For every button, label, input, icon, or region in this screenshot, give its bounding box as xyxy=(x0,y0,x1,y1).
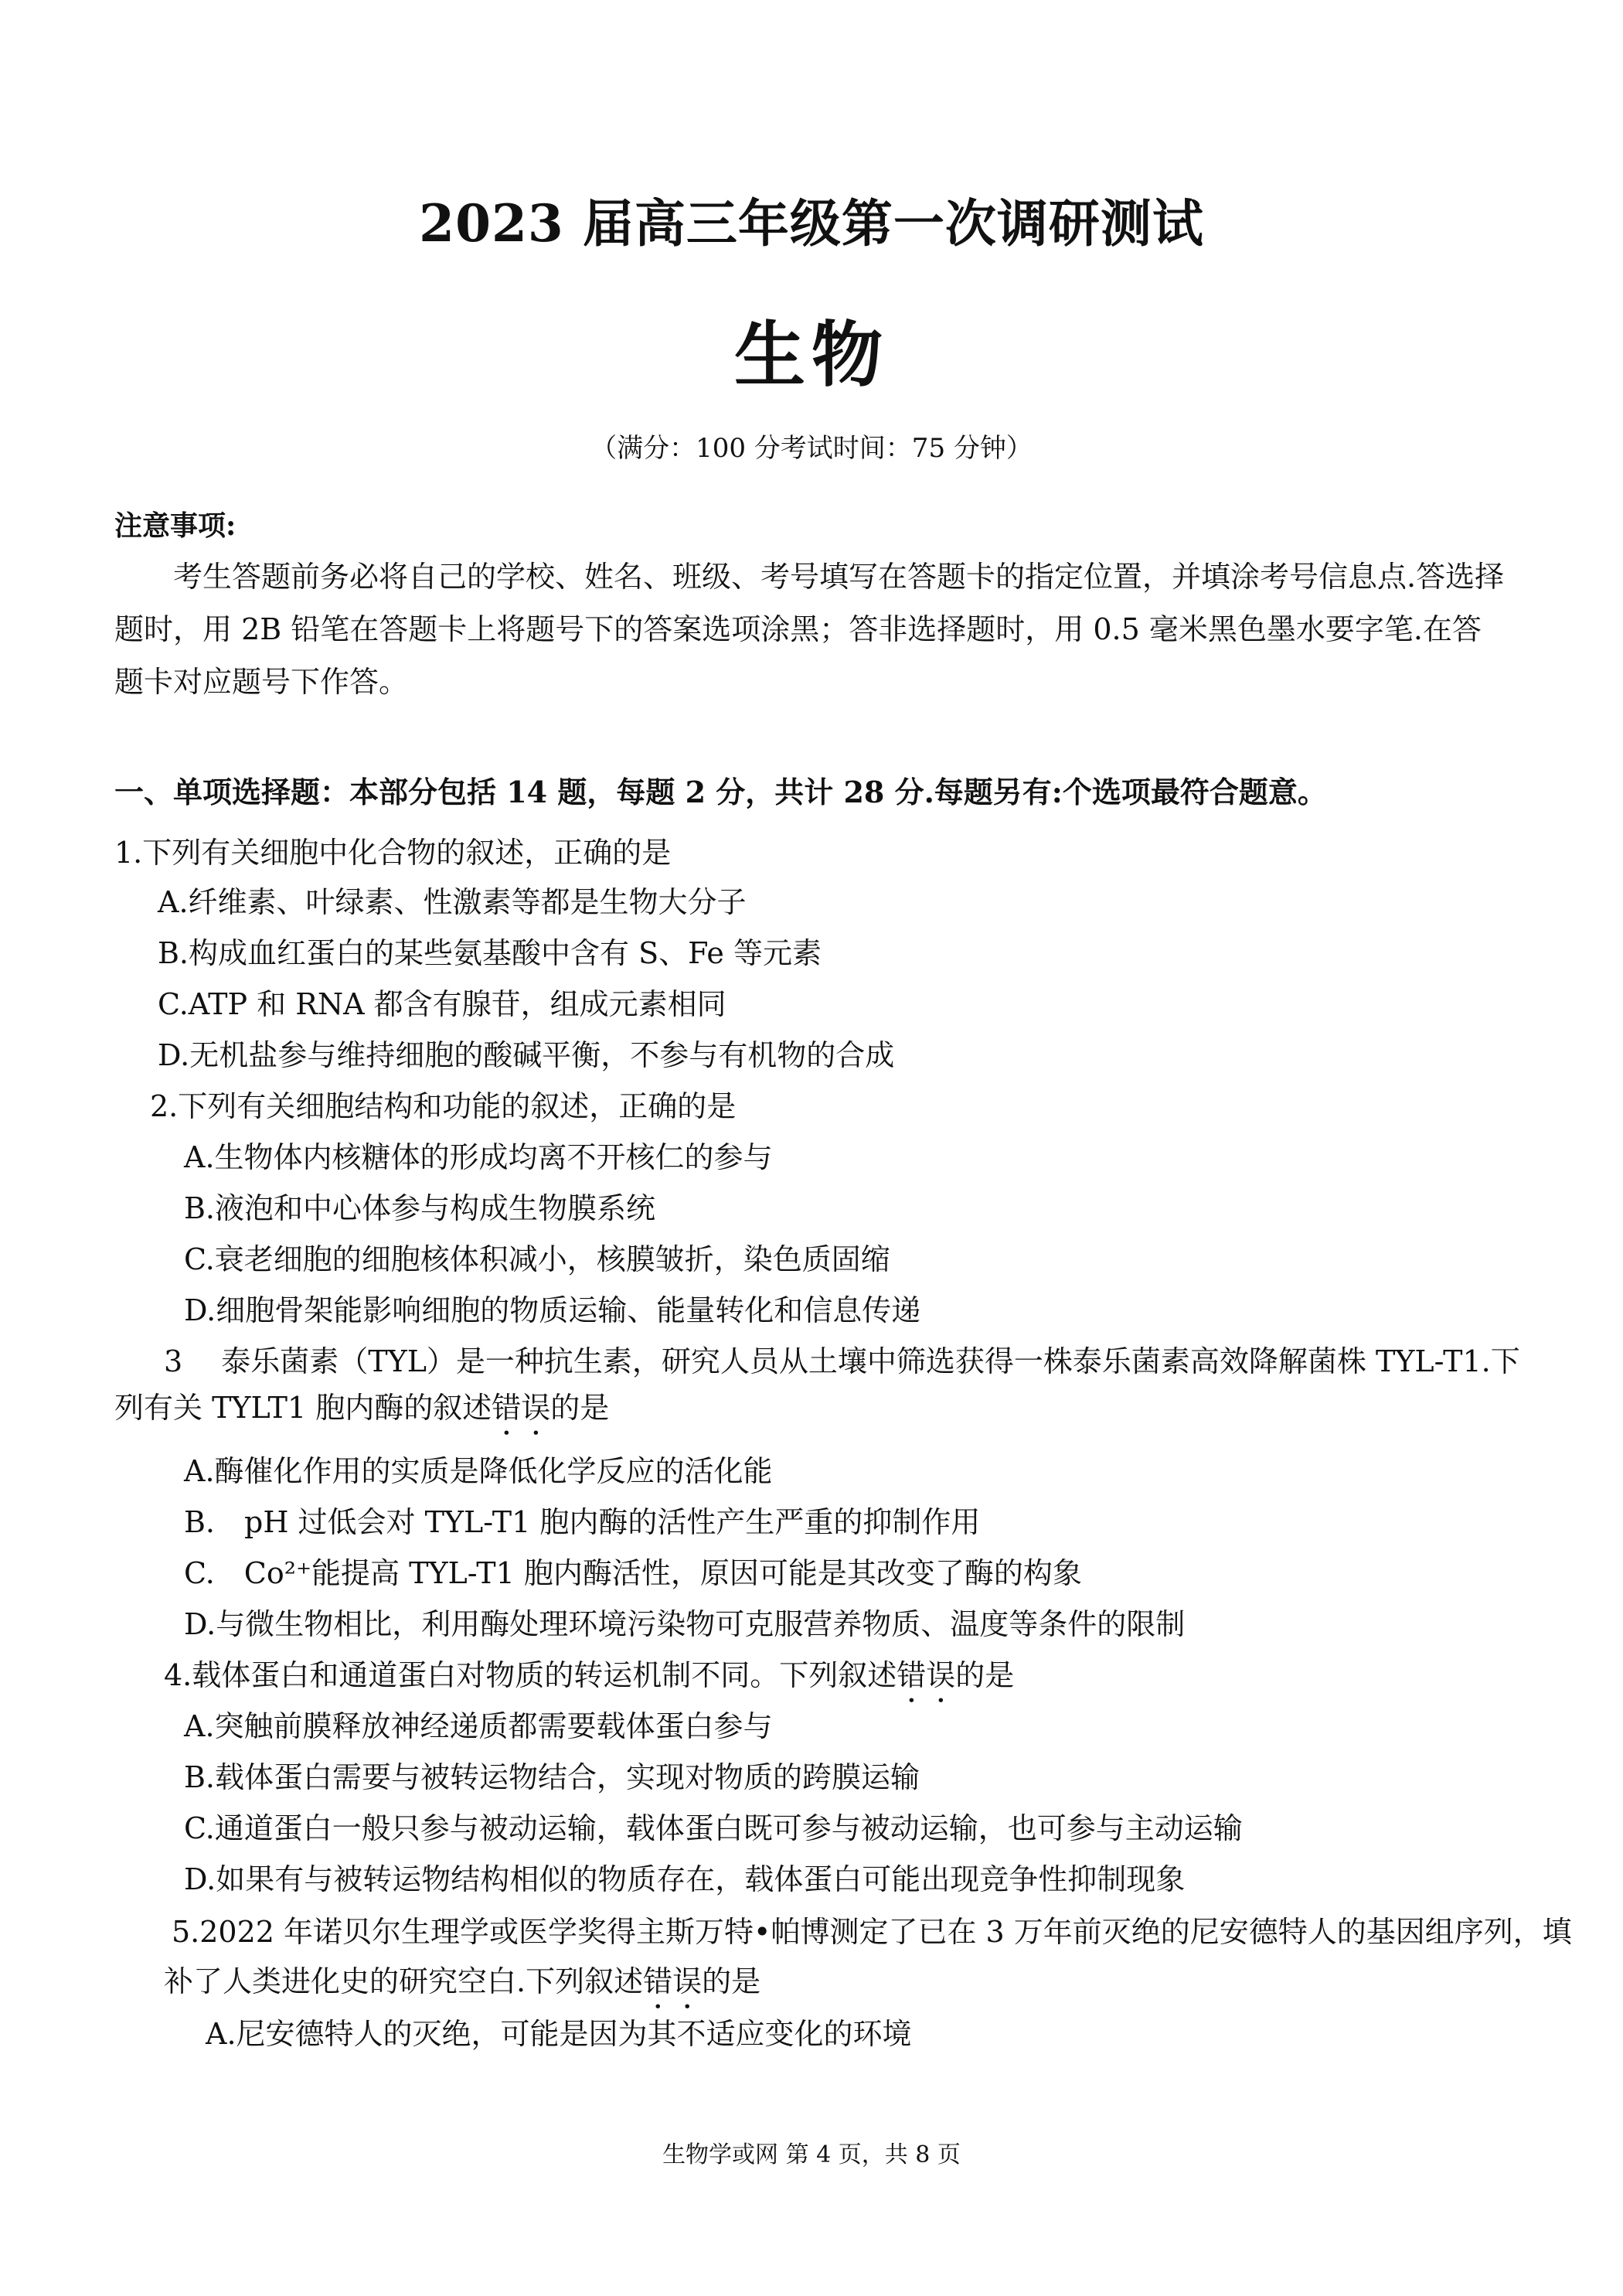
question-5-stem-line1: 5.2022 年诺贝尔生理学或医学奖得主斯万特•帕博测定了已在 3 万年前灭绝的尼安德特人的基因组序列，填 xyxy=(172,1915,1572,1949)
question-3-stem-text: 列有关 TYLT1 胞内酶的叙述 xyxy=(114,1391,492,1425)
question-3-stem-line2 xyxy=(114,1384,609,1442)
question-3-option-c: C. Co²⁺能提高 TYL-T1 胞内酶活性，原因可能是其改变了酶的构象 xyxy=(184,1556,1082,1590)
question-2-option-c: C.衰老细胞的细胞核体积减小，核膜皱折，染色质固缩 xyxy=(184,1242,890,1276)
question-3-stem-suffix: 的是 xyxy=(550,1391,610,1425)
question-4-stem xyxy=(164,1651,1014,1709)
question-5-option-a: A.尼安德特人的灭绝，可能是因为其不适应变化的环境 xyxy=(206,2017,912,2051)
question-3-option-a: A.酶催化作用的实质是降低化学反应的活化能 xyxy=(184,1454,773,1488)
exam-meta: （满分：100 分考试时间：75 分钟） xyxy=(590,433,1033,464)
question-3-stem-line1: 3 泰乐菌素（TYL）是一种抗生素，研究人员从土壤中筛选获得一株泰乐菌素高效降解菌株 TYL-T1.下 xyxy=(164,1344,1520,1378)
question-3-option-d: D.与微生物相比，利用酶处理环境污染物可克服营养物质、温度等条件的限制 xyxy=(184,1607,1186,1641)
question-1-option-d: D.无机盐参与维持细胞的酸碱平衡，不参与有机物的合成 xyxy=(158,1038,895,1072)
question-5-emphasis: 错误 xyxy=(643,1964,703,1998)
exam-title: 2023 届高三年级第一次调研测试 xyxy=(419,193,1204,254)
question-2-option-b: B.液泡和中心体参与构成生物膜系统 xyxy=(184,1191,656,1225)
question-4-option-c: C.通道蛋白一般只参与被动运输，载体蛋白既可参与被动运输，也可参与主动运输 xyxy=(184,1811,1243,1845)
question-4-stem-suffix: 的是 xyxy=(955,1658,1015,1692)
question-4-emphasis: 错误 xyxy=(897,1658,956,1692)
question-5-stem-text: 补了人类进化史的研究空白.下列叙述 xyxy=(164,1964,644,1998)
question-4-option-b: B.载体蛋白需要与被转运物结合，实现对物质的跨膜运输 xyxy=(184,1760,920,1794)
notice-heading: 注意事项: xyxy=(114,509,236,542)
subject-title: 生物 xyxy=(733,313,889,397)
question-4-option-d: D.如果有与被转运物结构相似的物质存在，载体蛋白可能出现竞争性抑制现象 xyxy=(184,1862,1186,1896)
page-footer: 生物学或网 第 4 页，共 8 页 xyxy=(662,2141,961,2168)
notice-body: 考生答题前务必将自己的学校、姓名、班级、考号填写在答题卡的指定位置，并填涂考号信息点.答选择题时，用 2B 铅笔在答题卡上将题号下的答案选项涂黑；答非选择题时，用 0.5 毫米黑色墨水要字笔.在答题卡对应题号下作答。 xyxy=(114,560,1505,699)
question-1-option-c: C.ATP 和 RNA 都含有腺苷，组成元素相同 xyxy=(158,987,726,1021)
question-1-option-b: B.构成血红蛋白的某些氨基酸中含有 S、Fe 等元素 xyxy=(158,936,822,970)
question-2-stem: 2.下列有关细胞结构和功能的叙述，正确的是 xyxy=(150,1089,737,1123)
question-5-stem-suffix: 的是 xyxy=(702,1964,761,1998)
question-2-option-a: A.生物体内核糖体的形成均离不开核仁的参与 xyxy=(184,1140,773,1174)
question-3-option-b: B. pH 过低会对 TYL-T1 胞内酶的活性产生严重的抑制作用 xyxy=(184,1505,981,1539)
question-1-option-a: A.纤维素、叶绿素、性激素等都是生物大分子 xyxy=(158,885,747,919)
question-4-stem-text: 4.载体蛋白和通道蛋白对物质的转运机制不同。下列叙述 xyxy=(164,1658,897,1692)
question-2-option-d: D.细胞骨架能影响细胞的物质运输、能量转化和信息传递 xyxy=(184,1293,921,1327)
section-heading: 一、单项选择题：本部分包括 14 题，每题 2 分，共计 28 分.每题另有:个选项最符合题意。 xyxy=(114,775,1327,809)
question-1-stem: 1.下列有关细胞中化合物的叙述，正确的是 xyxy=(114,836,672,870)
question-5-stem-line2 xyxy=(164,1957,760,2015)
question-4-option-a: A.突触前膜释放神经递质都需要载体蛋白参与 xyxy=(184,1709,773,1743)
question-3-emphasis: 错误 xyxy=(492,1391,551,1425)
